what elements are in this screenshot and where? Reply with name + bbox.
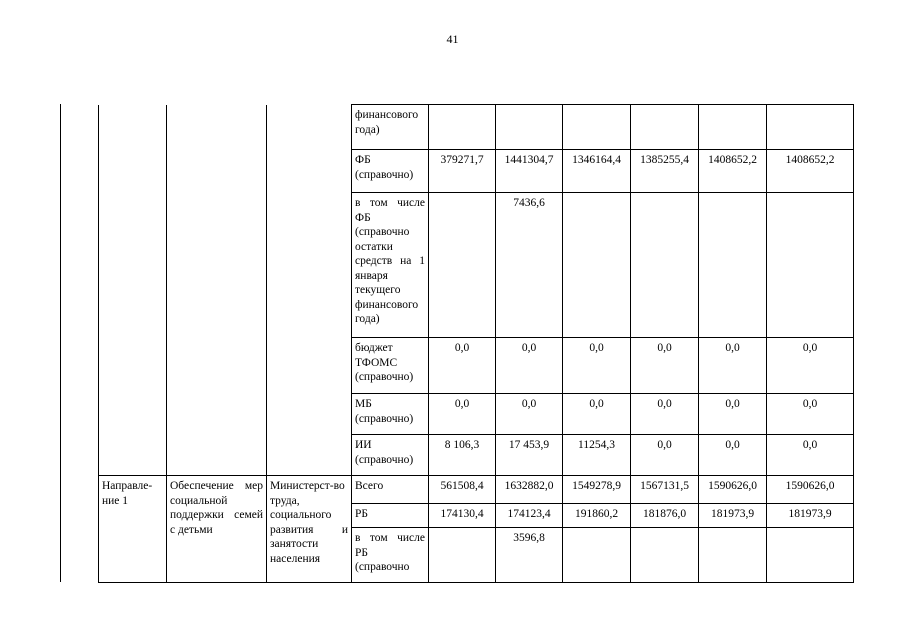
funding-source-cell: ИИ (справочно) [352,435,429,476]
value-cell: 0,0 [699,435,767,476]
funding-source-cell: РБ [352,504,429,528]
value-cell [563,528,631,583]
value-cell: 174123,4 [496,504,563,528]
value-cell [429,528,496,583]
table-row [99,105,854,150]
value-cell [631,193,699,338]
value-cell: 1441304,7 [496,150,563,193]
direction-name-cell: Направле-ние 1 [99,476,167,583]
value-cell: 17 453,9 [496,435,563,476]
value-cell [429,105,496,150]
value-cell: 1385255,4 [631,150,699,193]
funding-source-cell: в том числе РБ (справочно [352,528,429,583]
value-cell: 0,0 [563,394,631,435]
value-cell: 379271,7 [429,150,496,193]
value-cell: 181876,0 [631,504,699,528]
value-cell [767,193,854,338]
left-margin-line [60,104,61,582]
value-cell [699,105,767,150]
value-cell: 561508,4 [429,476,496,504]
value-cell: 181973,9 [767,504,854,528]
value-cell: 0,0 [767,338,854,394]
value-cell [699,193,767,338]
value-cell [631,528,699,583]
value-cell: 0,0 [767,435,854,476]
table-row [99,476,854,504]
value-cell: 1567131,5 [631,476,699,504]
funding-source-cell: МБ (справочно) [352,394,429,435]
empty-cell [267,105,352,476]
value-cell [429,193,496,338]
value-cell: 1408652,2 [699,150,767,193]
value-cell: 1632882,0 [496,476,563,504]
value-cell: 0,0 [699,338,767,394]
funding-source-cell: бюджет ТФОМС (справочно) [352,338,429,394]
value-cell [496,105,563,150]
value-cell: 1346164,4 [563,150,631,193]
value-cell [563,105,631,150]
value-cell: 7436,6 [496,193,563,338]
value-cell [767,528,854,583]
page-number: 41 [446,32,459,46]
value-cell: 1408652,2 [767,150,854,193]
value-cell: 191860,2 [563,504,631,528]
value-cell [699,528,767,583]
value-cell [563,193,631,338]
value-cell: 11254,3 [563,435,631,476]
value-cell: 0,0 [429,394,496,435]
value-cell: 174130,4 [429,504,496,528]
value-cell: 0,0 [429,338,496,394]
value-cell: 0,0 [496,338,563,394]
measure-cell: Обеспечение мер социальной поддержки семей с детьми [167,476,267,583]
funding-source-cell: ФБ (справочно) [352,150,429,193]
value-cell: 0,0 [631,435,699,476]
value-cell: 0,0 [496,394,563,435]
value-cell [767,105,854,150]
funding-source-cell: Всего [352,476,429,504]
value-cell: 0,0 [699,394,767,435]
value-cell [631,105,699,150]
value-cell: 1590626,0 [699,476,767,504]
budget-table [98,104,854,583]
value-cell: 0,0 [563,338,631,394]
value-cell: 3596,8 [496,528,563,583]
value-cell: 8 106,3 [429,435,496,476]
value-cell: 181973,9 [699,504,767,528]
value-cell: 0,0 [767,394,854,435]
executor-cell: Министерст-во труда, социального развития и занятости населения [267,476,352,583]
value-cell: 0,0 [631,338,699,394]
empty-cell [99,105,167,476]
value-cell: 0,0 [631,394,699,435]
value-cell: 1549278,9 [563,476,631,504]
empty-cell [167,105,267,476]
funding-source-cell: финансового года) [352,105,429,150]
value-cell: 1590626,0 [767,476,854,504]
funding-source-cell: в том числе ФБ (справочно остатки средств на 1 января текущего финансового года) [352,193,429,338]
